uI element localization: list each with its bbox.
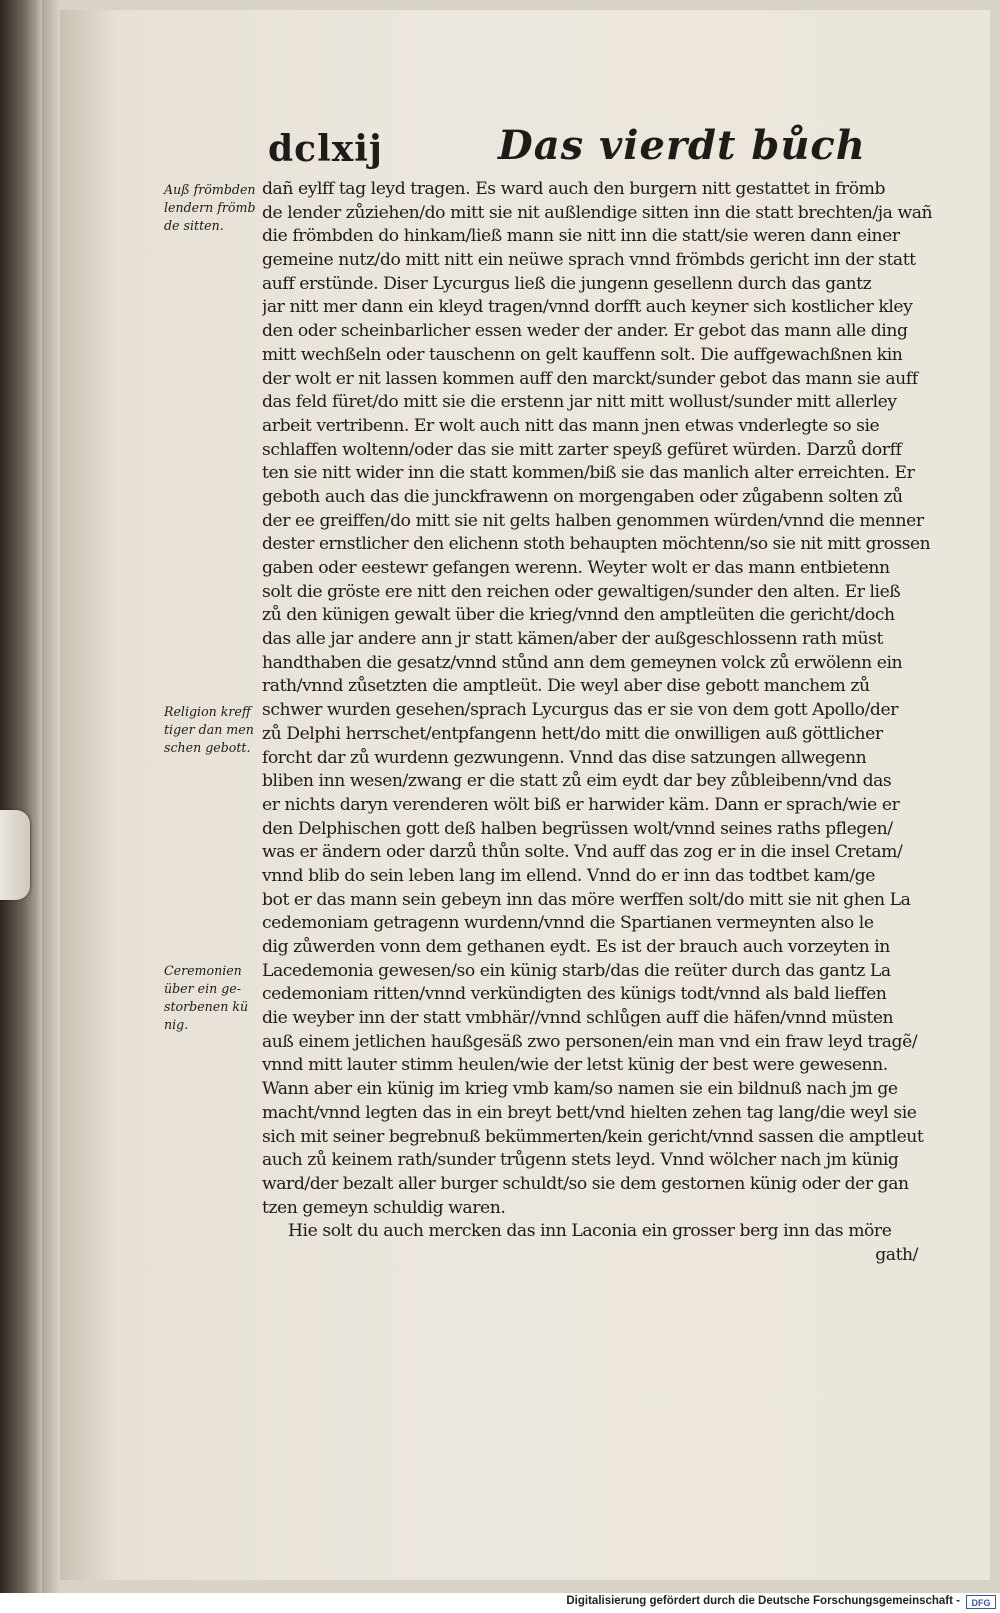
text-line: auch zů keinem rath/sunder trůgenn stets leyd. Vnnd wölcher nach jm künig <box>262 1150 899 1171</box>
text-line: ward/der bezalt aller burger schuldt/so sie dem gestornen künig oder der gan <box>262 1173 909 1194</box>
text-line: die weyber inn der statt vmbhär//vnnd schlůgen auff die häfen/vnnd müsten <box>262 1008 894 1029</box>
margin-note-line: storbenen kü <box>164 999 249 1014</box>
text-line: die frömbden do hinkam/ließ mann sie nitt inn die statt/sie weren dann einer <box>262 226 900 247</box>
text-line: ten sie nitt wider inn die statt kommen/biß sie das manlich alter erreichten. Er <box>262 463 915 484</box>
text-line: Hie solt du auch mercken das inn Laconia ein grosser berg inn das möre <box>288 1221 892 1242</box>
margin-note-line: lendern frömb <box>164 200 256 215</box>
text-line: der wolt er nit lassen kommen auff den marckt/sunder gebot das mann sie auff <box>262 368 918 389</box>
funding-credit: Digitalisierung gefördert durch die Deutsche Forschungsgemeinschaft - <box>566 1595 960 1607</box>
text-line: das alle jar andere ann jr statt kämen/aber der außgeschlossenn rath müst <box>262 629 883 650</box>
book-spine <box>0 0 42 1593</box>
margin-note-line: Auß frömbden <box>164 182 256 197</box>
text-line: vnnd blib do sein leben lang im ellend. Vnnd do er inn das todtbet kam/ge <box>262 865 875 886</box>
text-line: mitt wechßeln oder tauschenn on gelt kauffenn solt. Die auffgewachßnen kin <box>262 344 903 365</box>
margin-note-line: tiger dan men <box>164 722 254 737</box>
text-line: forcht dar zů wurdenn gezwungenn. Vnnd das dise satzungen allwegenn <box>262 747 867 768</box>
text-line: jar nitt mer dann ein kleyd tragen/vnnd dorfft auch keyner sich kostlicher kley <box>262 297 913 318</box>
text-line: cedemoniam getragenn wurdenn/vnnd die Spartianen vermeynten also le <box>262 913 874 934</box>
margin-note-line: nig. <box>164 1017 189 1032</box>
text-line: arbeit vertribenn. Er wolt auch nitt das mann jnen etwas vnderlegte so sie <box>262 415 880 436</box>
running-head: Das vierdt bůch <box>498 122 866 169</box>
text-line: den Delphischen gott deß halben begrüssen wolt/vnnd seines raths pflegen/ <box>262 818 893 839</box>
text-line: auß einem jetlichen haußgesäß zwo personen/ein man vnd ein fraw leyd tragẽ/ <box>262 1031 918 1052</box>
body-text <box>262 178 934 1268</box>
text-line: Lacedemonia gewesen/so ein künig starb/das die reüter durch das gantz La <box>262 960 891 981</box>
text-line: sich mit seiner begrebnuß bekümmerten/kein gericht/vnnd sassen die amptleut <box>262 1126 924 1147</box>
dfg-logo: DFG <box>966 1595 996 1609</box>
margin-note <box>164 181 256 235</box>
text-line: den oder scheinbarlicher essen weder der ander. Er gebot das mann alle ding <box>262 321 908 342</box>
text-line: handthaben die gesatz/vnnd stůnd ann dem gemeynen volck zů erwölenn ein <box>262 652 903 673</box>
text-line: Wann aber ein künig im krieg vmb kam/so namen sie ein bildnuß nach jm ge <box>262 1079 898 1100</box>
text-line: zů Delphi herrschet/entpfangenn hett/do mitt die onwilligen auß göttlicher <box>262 723 883 744</box>
text-line: schlaffen woltenn/oder das sie mitt zarter speyß gefüret würden. Darzů dorff <box>262 439 902 460</box>
text-line: macht/vnnd legten das in ein breyt bett/vnd hielten zehen tag lang/die weyl sie <box>262 1102 917 1123</box>
gutter-shadow <box>42 0 60 1593</box>
page-clip <box>0 810 30 900</box>
text-line: das feld füret/do mitt sie die erstenn jar nitt mitt wollust/sunder mitt allerley <box>262 392 897 413</box>
margin-note-line: de sitten. <box>164 218 224 233</box>
text-line: dig zůwerden vonn dem gethanen eydt. Es ist der brauch auch vorzeyten in <box>262 937 890 957</box>
text-line: schwer wurden gesehen/sprach Lycurgus das er sie von dem gott Apollo/der <box>262 700 898 721</box>
page-number: dclxij <box>268 128 383 170</box>
text-line: cedemoniam ritten/vnnd verkündigten des künigs todt/vnnd als bald lieffen <box>262 984 887 1005</box>
text-line: gemeine nutz/do mitt nitt ein neüwe sprach vnnd frömbds gericht inn der statt <box>262 250 916 271</box>
text-line: dañ eylff tag leyd tragen. Es ward auch den burgern nitt gestattet in frömb <box>262 179 886 199</box>
margin-note-line: Religion kreff <box>164 704 251 719</box>
margin-note-line: schen gebott. <box>164 740 251 755</box>
text-line: gaben oder eestewr gefangen werenn. Weyter wolt er das mann entbietenn <box>262 558 890 578</box>
text-line: gath/ <box>875 1244 918 1265</box>
text-line: der ee greiffen/do mitt sie nit gelts halben genommen würden/vnnd die menner <box>262 510 924 531</box>
text-line: auff erstünde. Diser Lycurgus ließ die jungenn gesellenn durch das gantz <box>262 273 872 294</box>
text-line: vnnd mitt lauter stimm heulen/wie der letst künig der best were gewesenn. <box>262 1055 888 1076</box>
text-line: zů den künigen gewalt über die krieg/vnnd den amptleüten die gericht/doch <box>262 605 895 626</box>
text-line: bot er das mann sein gebeyn inn das möre werffen solt/do mitt sie nit ghen La <box>262 889 911 910</box>
text-line: geboth auch das die junckfrawenn on morgengaben oder zůgabenn solten zů <box>262 486 903 507</box>
text-line: solt die gröste ere nitt den reichen oder gewaltigen/sunder den alten. Er ließ <box>262 581 901 602</box>
text-line: rath/vnnd zůsetzten die amptleüt. Die weyl aber dise gebott manchem zů <box>262 676 870 697</box>
text-line: er nichts daryn verenderen wölt biß er harwider käm. Dann er sprach/wie er <box>262 794 900 815</box>
text-line: tzen gemeyn schuldig waren. <box>262 1197 506 1218</box>
text-line: bliben inn wesen/zwang er die statt zů eim eydt dar bey zůbleibenn/vnd das <box>262 771 892 792</box>
text-line: dester ernstlicher den elichenn stoth behaupten möchtenn/so sie nit mitt grossen <box>262 534 931 555</box>
margin-note-line: Ceremonien <box>164 963 242 978</box>
margin-note <box>164 962 256 1034</box>
text-line: de lender zůziehen/do mitt sie nit außlendige sitten inn die statt brechten/ja wañ <box>262 202 933 223</box>
footer-bar <box>0 1593 1000 1613</box>
show-through <box>922 132 1000 184</box>
margin-note-line: über ein ge- <box>164 981 242 996</box>
text-line: was er ändern oder darzů thůn solte. Vnd auff das zog er in die insel Cretam/ <box>262 842 903 863</box>
margin-note <box>164 703 256 757</box>
